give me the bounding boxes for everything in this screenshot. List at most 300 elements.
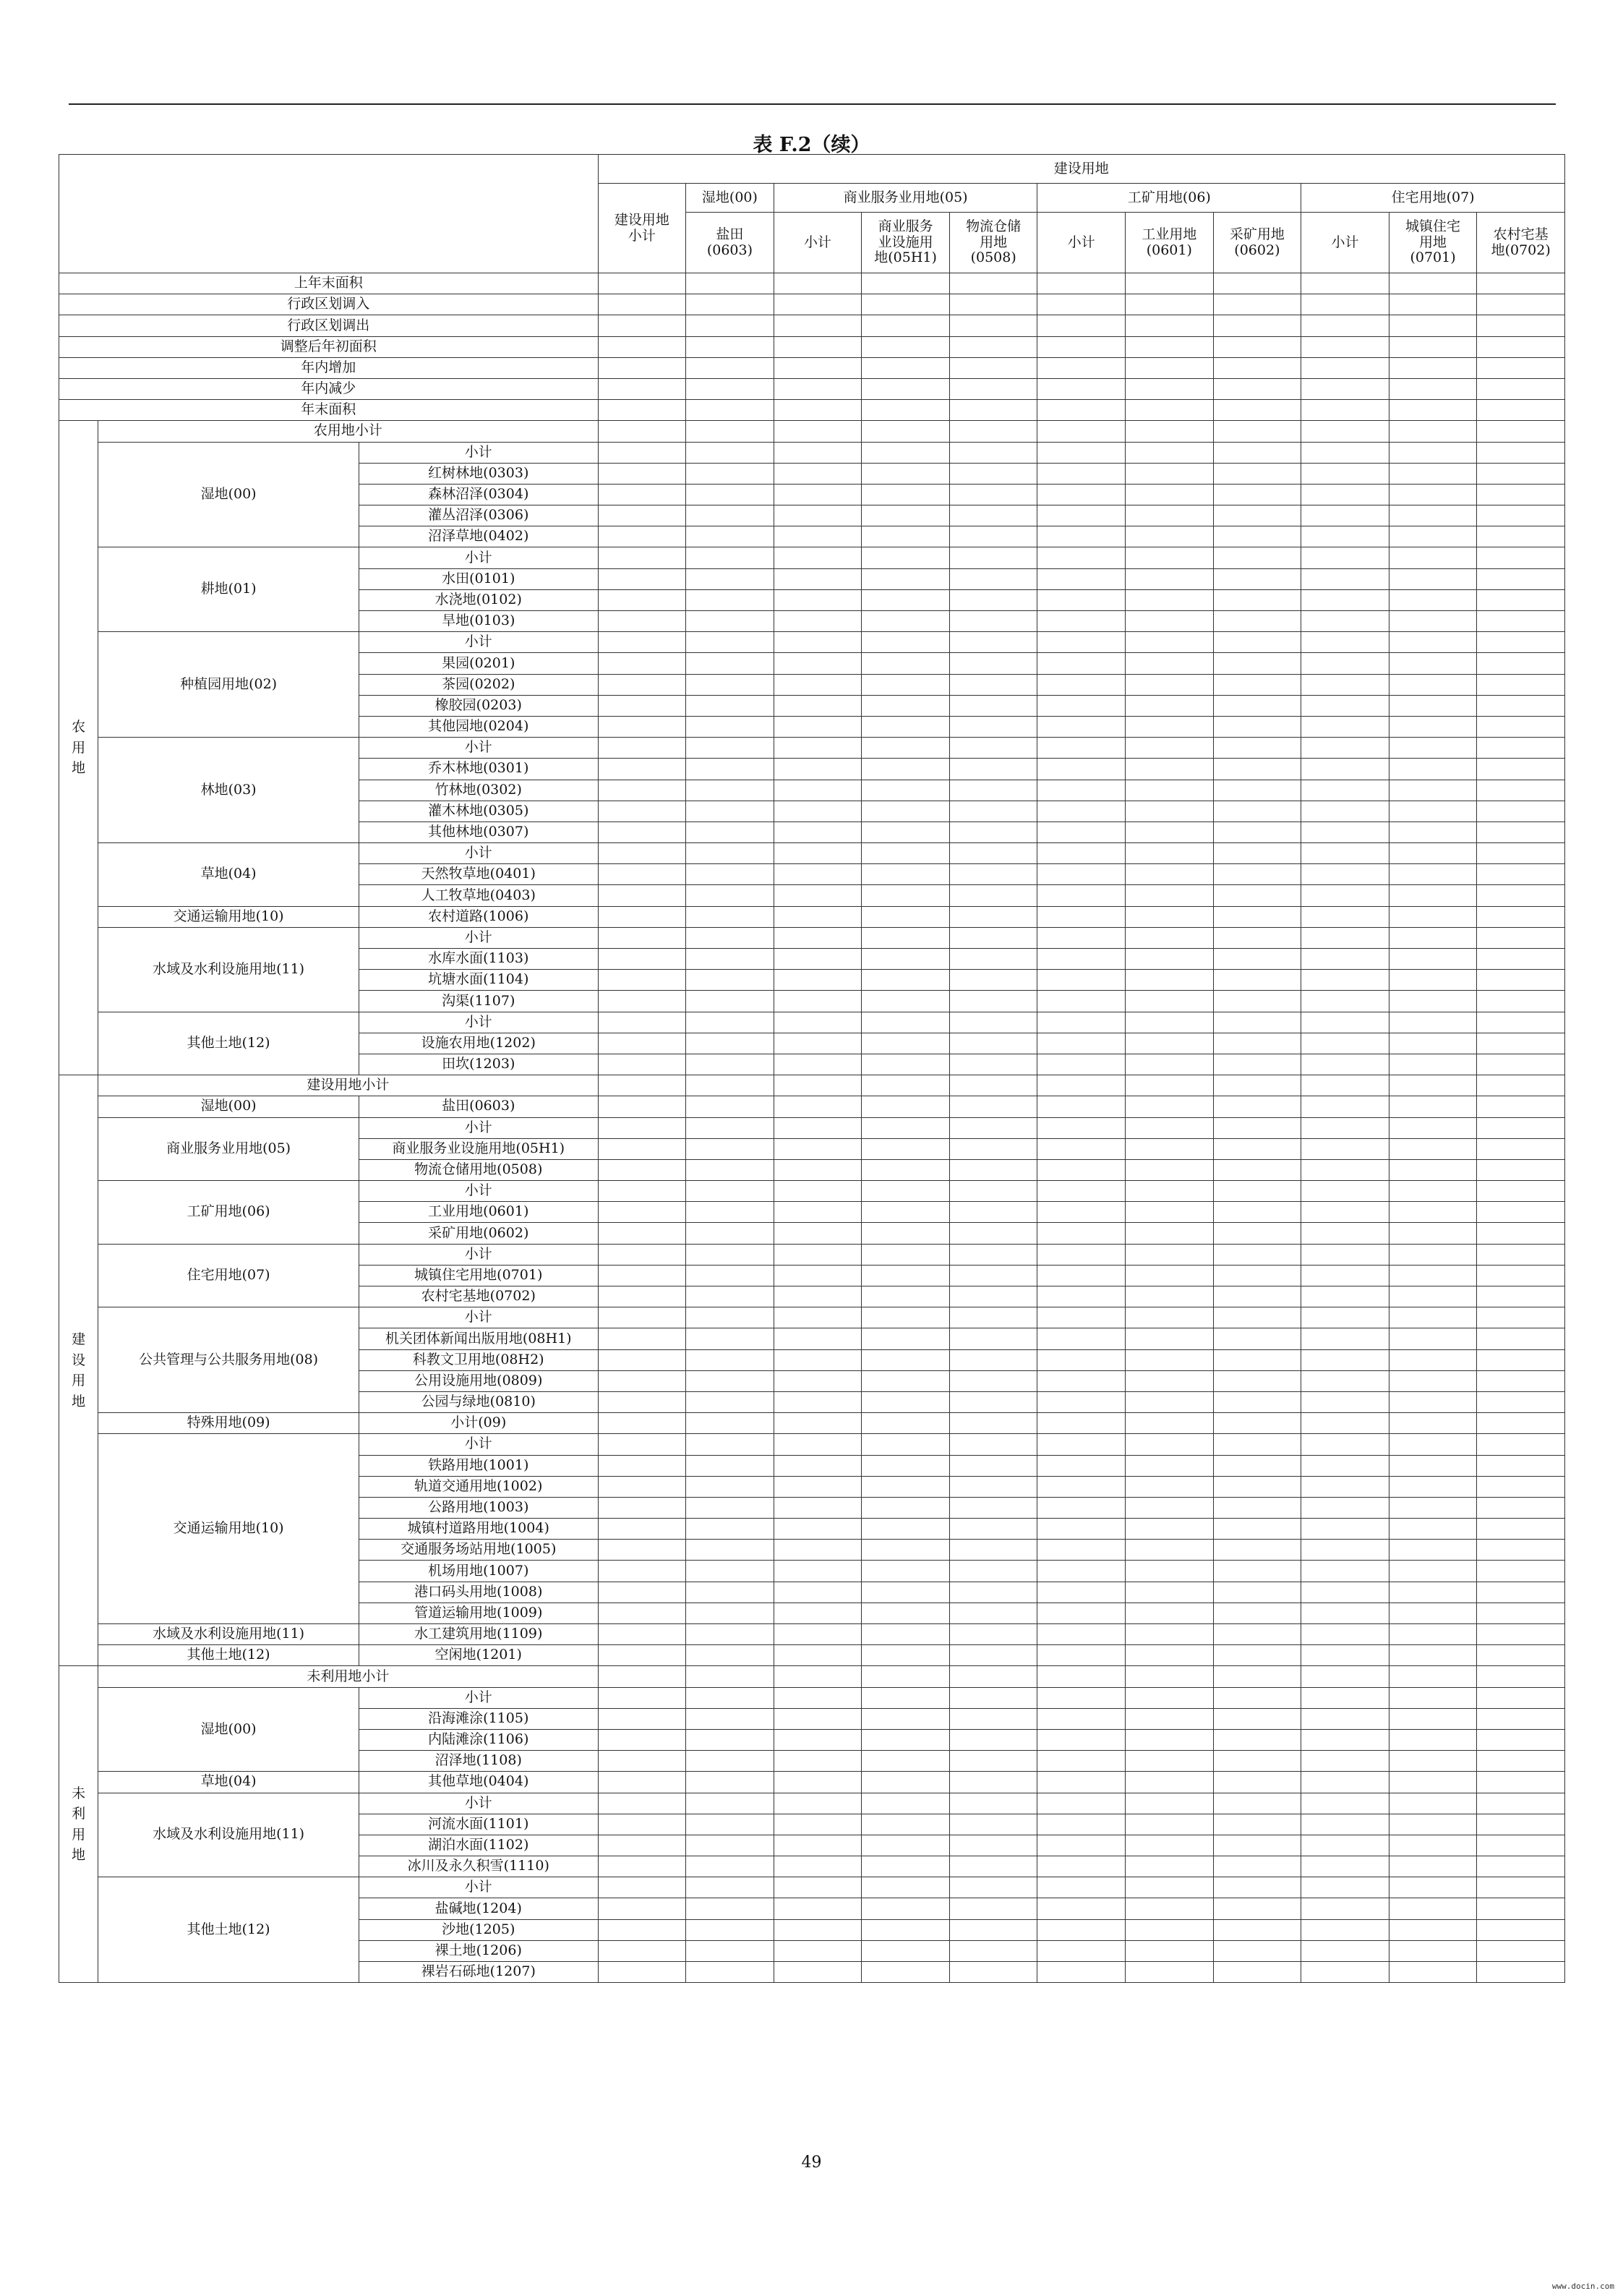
value-cell (1037, 1666, 1126, 1687)
value-cell (1213, 674, 1301, 695)
value-cell (1389, 1265, 1477, 1286)
value-cell (1301, 843, 1389, 864)
value-cell (686, 442, 774, 463)
value-cell (686, 1814, 774, 1835)
value-cell (774, 1814, 862, 1835)
value-cell (1301, 1349, 1389, 1370)
value-cell (774, 674, 862, 695)
item-label: 其他草地(0404) (359, 1772, 598, 1793)
value-cell (1037, 1202, 1126, 1223)
value-cell (1477, 547, 1565, 568)
item-label: 竹林地(0302) (359, 780, 598, 801)
value-cell (862, 1117, 950, 1138)
value-cell (686, 780, 774, 801)
value-cell (1389, 927, 1477, 948)
value-cell (1126, 927, 1214, 948)
value-cell (774, 1391, 862, 1412)
value-cell (1477, 1370, 1565, 1391)
value-cell (1213, 547, 1301, 568)
header-commercial: 商业服务业用地(05) (774, 184, 1037, 213)
value-cell (1037, 927, 1126, 948)
item-label: 公路用地(1003) (359, 1497, 598, 1518)
value-cell (598, 463, 686, 484)
value-cell (1477, 1033, 1565, 1054)
value-cell (1389, 1708, 1477, 1729)
value-cell (774, 1582, 862, 1602)
value-cell (774, 991, 862, 1012)
value-cell (686, 1898, 774, 1919)
value-cell (686, 1033, 774, 1054)
value-cell (1477, 1561, 1565, 1582)
value-cell (1301, 927, 1389, 948)
value-cell (598, 526, 686, 547)
value-cell (1301, 1582, 1389, 1602)
value-cell (1389, 1476, 1477, 1497)
value-cell (598, 1202, 686, 1223)
value-cell (598, 484, 686, 505)
value-cell (774, 1033, 862, 1054)
value-cell (774, 1856, 862, 1877)
value-cell (1213, 1244, 1301, 1265)
value-cell (862, 1793, 950, 1814)
value-cell (1301, 442, 1389, 463)
value-cell (1213, 970, 1301, 991)
value-cell (1213, 568, 1301, 589)
value-cell (1477, 1751, 1565, 1772)
value-cell (1301, 1940, 1389, 1961)
value-cell (598, 1033, 686, 1054)
value-cell (949, 463, 1037, 484)
value-cell (686, 821, 774, 842)
value-cell (1213, 632, 1301, 653)
value-cell (1037, 885, 1126, 906)
group-label: 水域及水利设施用地(11) (98, 927, 359, 1012)
value-cell (1126, 442, 1214, 463)
value-cell (774, 1434, 862, 1455)
value-cell (774, 505, 862, 526)
value-cell (1213, 821, 1301, 842)
value-cell (774, 357, 862, 378)
group-label: 湿地(00) (98, 442, 359, 547)
value-cell (1213, 1793, 1301, 1814)
item-label: 灌丛沼泽(0306) (359, 505, 598, 526)
value-cell (774, 1455, 862, 1476)
value-cell (949, 1075, 1037, 1096)
value-cell (949, 294, 1037, 315)
item-label: 红树林地(0303) (359, 463, 598, 484)
value-cell (686, 1455, 774, 1476)
value-cell (862, 378, 950, 399)
item-label: 管道运输用地(1009) (359, 1602, 598, 1623)
value-cell (1037, 1307, 1126, 1328)
value-cell (774, 1117, 862, 1138)
value-cell (1037, 1582, 1126, 1602)
value-cell (1126, 1645, 1214, 1666)
value-cell (1301, 738, 1389, 759)
value-cell (686, 949, 774, 970)
item-label: 裸土地(1206) (359, 1940, 598, 1961)
value-cell (1213, 1455, 1301, 1476)
item-label: 其他林地(0307) (359, 821, 598, 842)
value-cell (1213, 1856, 1301, 1877)
value-cell (1126, 1835, 1214, 1856)
value-cell (949, 632, 1037, 653)
value-cell (862, 1244, 950, 1265)
value-cell (598, 568, 686, 589)
value-cell (862, 421, 950, 442)
value-cell (1301, 821, 1389, 842)
value-cell (774, 484, 862, 505)
value-cell (1301, 1898, 1389, 1919)
value-cell (1301, 1286, 1389, 1307)
value-cell (1301, 674, 1389, 695)
value-cell (862, 1708, 950, 1729)
value-cell (774, 611, 862, 632)
value-cell (774, 336, 862, 357)
value-cell (949, 1434, 1037, 1455)
value-cell (686, 738, 774, 759)
value-cell (1477, 463, 1565, 484)
value-cell (949, 1307, 1037, 1328)
value-cell (949, 885, 1037, 906)
value-cell (949, 674, 1037, 695)
value-cell (686, 484, 774, 505)
summary-row-label: 上年末面积 (59, 273, 599, 294)
value-cell (1389, 336, 1477, 357)
value-cell (1477, 1286, 1565, 1307)
value-cell (1477, 1012, 1565, 1033)
value-cell (1477, 294, 1565, 315)
value-cell (1389, 1666, 1477, 1687)
value-cell (1037, 801, 1126, 821)
header-subtotal: 建设用地 小计 (598, 184, 686, 273)
item-label: 采矿用地(0602) (359, 1223, 598, 1244)
value-cell (1389, 568, 1477, 589)
value-cell (686, 1012, 774, 1033)
value-cell (1126, 1687, 1214, 1708)
value-cell (598, 421, 686, 442)
value-cell (686, 906, 774, 927)
value-cell (1213, 1814, 1301, 1835)
value-cell (774, 970, 862, 991)
value-cell (774, 1096, 862, 1117)
value-cell (1126, 1033, 1214, 1054)
value-cell (862, 653, 950, 674)
value-cell (1037, 1561, 1126, 1582)
value-cell (686, 1940, 774, 1961)
value-cell (1477, 885, 1565, 906)
value-cell (1213, 716, 1301, 737)
value-cell (1037, 589, 1126, 610)
value-cell (862, 1476, 950, 1497)
value-cell (1477, 589, 1565, 610)
value-cell (949, 1772, 1037, 1793)
value-cell (949, 864, 1037, 885)
value-cell (862, 1624, 950, 1645)
value-cell (862, 1582, 950, 1602)
table-row (59, 1624, 1565, 1645)
value-cell (774, 1772, 862, 1793)
value-cell (949, 1877, 1037, 1898)
value-cell (949, 1497, 1037, 1518)
value-cell (598, 1370, 686, 1391)
value-cell (862, 484, 950, 505)
value-cell (1389, 1561, 1477, 1582)
item-label: 水田(0101) (359, 568, 598, 589)
value-cell (686, 1602, 774, 1623)
value-cell (686, 1582, 774, 1602)
value-cell (1477, 1391, 1565, 1412)
value-cell (949, 378, 1037, 399)
table-row (59, 1413, 1565, 1434)
value-cell (774, 1159, 862, 1180)
value-cell (1389, 400, 1477, 421)
value-cell (598, 970, 686, 991)
value-cell (1037, 674, 1126, 695)
value-cell (1389, 949, 1477, 970)
value-cell (1477, 611, 1565, 632)
value-cell (774, 1349, 862, 1370)
value-cell (1037, 970, 1126, 991)
value-cell (598, 821, 686, 842)
value-cell (774, 1328, 862, 1349)
value-cell (1126, 1349, 1214, 1370)
header-salt-field: 盐田 (0603) (686, 213, 774, 273)
table-row (59, 547, 1565, 568)
value-cell (949, 1181, 1037, 1202)
value-cell (1037, 991, 1126, 1012)
item-label: 小计 (359, 547, 598, 568)
value-cell (1126, 1856, 1214, 1877)
value-cell (862, 1666, 950, 1687)
value-cell (1213, 653, 1301, 674)
value-cell (686, 1370, 774, 1391)
value-cell (1301, 885, 1389, 906)
value-cell (1389, 1033, 1477, 1054)
value-cell (1213, 1307, 1301, 1328)
value-cell (949, 1835, 1037, 1856)
value-cell (1389, 1096, 1477, 1117)
value-cell (1213, 1223, 1301, 1244)
value-cell (598, 378, 686, 399)
value-cell (686, 336, 774, 357)
value-cell (686, 653, 774, 674)
value-cell (1037, 1349, 1126, 1370)
value-cell (598, 1075, 686, 1096)
value-cell (949, 273, 1037, 294)
value-cell (1037, 843, 1126, 864)
value-cell (1389, 1328, 1477, 1349)
value-cell (1389, 463, 1477, 484)
value-cell (949, 1096, 1037, 1117)
item-label: 沼泽草地(0402) (359, 526, 598, 547)
value-cell (1126, 1708, 1214, 1729)
item-label: 工业用地(0601) (359, 1202, 598, 1223)
value-cell (1037, 357, 1126, 378)
table-row (59, 843, 1565, 864)
value-cell (862, 1751, 950, 1772)
value-cell (686, 1349, 774, 1370)
value-cell (862, 949, 950, 970)
value-cell (862, 801, 950, 821)
value-cell (949, 801, 1037, 821)
section-label: 未 利 用 地 (59, 1666, 98, 1983)
value-cell (949, 821, 1037, 842)
value-cell (1389, 378, 1477, 399)
value-cell (862, 716, 950, 737)
value-cell (774, 1413, 862, 1434)
value-cell (1301, 547, 1389, 568)
value-cell (774, 843, 862, 864)
group-label: 其他土地(12) (98, 1012, 359, 1075)
value-cell (686, 1624, 774, 1645)
value-cell (1213, 1540, 1301, 1561)
item-label: 农村道路(1006) (359, 906, 598, 927)
value-cell (862, 1012, 950, 1033)
value-cell (949, 1455, 1037, 1476)
value-cell (862, 1328, 950, 1349)
value-cell (1477, 716, 1565, 737)
value-cell (949, 442, 1037, 463)
value-cell (862, 1729, 950, 1750)
item-label: 河流水面(1101) (359, 1814, 598, 1835)
value-cell (1477, 400, 1565, 421)
value-cell (1037, 1413, 1126, 1434)
value-cell (1126, 1413, 1214, 1434)
value-cell (598, 927, 686, 948)
value-cell (1037, 1962, 1126, 1983)
group-label: 耕地(01) (98, 547, 359, 632)
value-cell (774, 906, 862, 927)
value-cell (774, 1265, 862, 1286)
item-label: 旱地(0103) (359, 611, 598, 632)
value-cell (1301, 864, 1389, 885)
value-cell (862, 927, 950, 948)
value-cell (949, 1602, 1037, 1623)
value-cell (1389, 1370, 1477, 1391)
value-cell (774, 1898, 862, 1919)
value-cell (686, 463, 774, 484)
value-cell (1389, 674, 1477, 695)
value-cell (1037, 1265, 1126, 1286)
item-label: 乔木林地(0301) (359, 759, 598, 780)
value-cell (1477, 357, 1565, 378)
value-cell (774, 1666, 862, 1687)
value-cell (598, 1012, 686, 1033)
value-cell (1213, 1012, 1301, 1033)
value-cell (1389, 1793, 1477, 1814)
value-cell (1126, 1265, 1214, 1286)
value-cell (686, 843, 774, 864)
value-cell (1126, 378, 1214, 399)
value-cell (1126, 1624, 1214, 1645)
value-cell (774, 949, 862, 970)
value-cell (1037, 1075, 1126, 1096)
item-label: 轨道交通用地(1002) (359, 1476, 598, 1497)
value-cell (1389, 357, 1477, 378)
value-cell (1037, 653, 1126, 674)
value-cell (1126, 1370, 1214, 1391)
value-cell (862, 674, 950, 695)
value-cell (774, 1708, 862, 1729)
value-cell (1037, 1476, 1126, 1497)
value-cell (1301, 1540, 1389, 1561)
value-cell (862, 970, 950, 991)
value-cell (862, 906, 950, 927)
value-cell (598, 1391, 686, 1412)
value-cell (1477, 1582, 1565, 1602)
item-label: 农村宅基地(0702) (359, 1286, 598, 1307)
value-cell (598, 1962, 686, 1983)
value-cell (949, 1476, 1037, 1497)
value-cell (1389, 1159, 1477, 1180)
value-cell (1477, 378, 1565, 399)
value-cell (1477, 927, 1565, 948)
item-label: 橡胶园(0203) (359, 695, 598, 716)
value-cell (1301, 1033, 1389, 1054)
value-cell (1477, 1687, 1565, 1708)
value-cell (1213, 1349, 1301, 1370)
value-cell (1213, 1666, 1301, 1687)
value-cell (1126, 1012, 1214, 1033)
value-cell (1301, 1181, 1389, 1202)
value-cell (774, 1223, 862, 1244)
value-cell (862, 1645, 950, 1666)
value-cell (686, 674, 774, 695)
value-cell (1477, 505, 1565, 526)
value-cell (1037, 1054, 1126, 1075)
value-cell (1477, 1919, 1565, 1940)
table-row (59, 1075, 1565, 1096)
value-cell (1301, 1244, 1389, 1265)
value-cell (1213, 273, 1301, 294)
value-cell (1477, 1159, 1565, 1180)
value-cell (1389, 505, 1477, 526)
header-industrial: 工矿用地(06) (1037, 184, 1301, 213)
value-cell (774, 1540, 862, 1561)
value-cell (598, 315, 686, 336)
value-cell (1301, 1117, 1389, 1138)
value-cell (1301, 1751, 1389, 1772)
value-cell (774, 273, 862, 294)
value-cell (1126, 1075, 1214, 1096)
value-cell (1037, 1181, 1126, 1202)
value-cell (862, 1181, 950, 1202)
value-cell (1477, 738, 1565, 759)
table-row (59, 1877, 1565, 1898)
value-cell (598, 1919, 686, 1940)
value-cell (1389, 1391, 1477, 1412)
value-cell (1037, 1919, 1126, 1940)
value-cell (1477, 1856, 1565, 1877)
value-cell (1213, 1138, 1301, 1159)
value-cell (1389, 1181, 1477, 1202)
value-cell (949, 1033, 1037, 1054)
value-cell (1301, 1413, 1389, 1434)
value-cell (1126, 1476, 1214, 1497)
value-cell (1301, 632, 1389, 653)
value-cell (1389, 1624, 1477, 1645)
value-cell (1213, 1582, 1301, 1602)
value-cell (1477, 1223, 1565, 1244)
item-label: 水库水面(1103) (359, 949, 598, 970)
value-cell (1477, 1181, 1565, 1202)
watermark: www.docin.com (1551, 2282, 1614, 2291)
value-cell (1301, 1793, 1389, 1814)
value-cell (686, 294, 774, 315)
value-cell (1477, 1202, 1565, 1223)
value-cell (949, 1286, 1037, 1307)
